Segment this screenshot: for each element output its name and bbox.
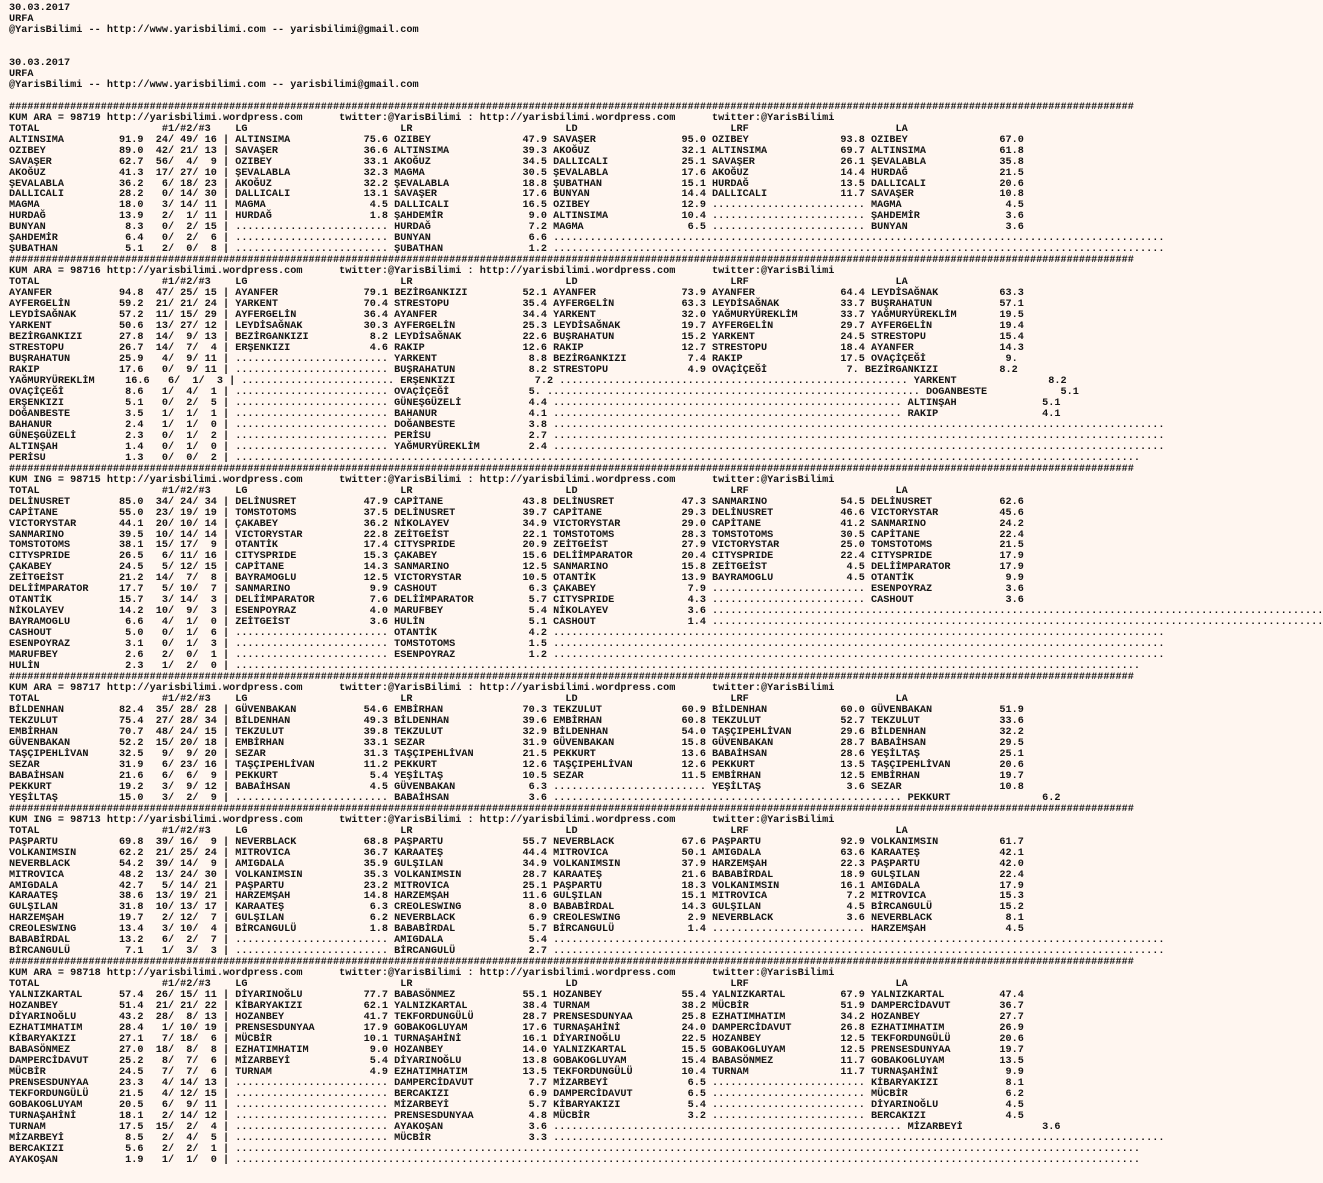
horse-row: GÜVENBAKAN 52.2 15/ 20/ 18 | EMBİRHAN 33.1 SEZAR 31.9 GÜVENBAKAN 15.8 GÜVENBAKAN 28.7 BABAİHSAN 29.5	[9, 737, 1024, 749]
horse-row: BAHANUR 2.4 1/ 1/ 0 | ......................... DOĞANBESTE 3.8 ....................................................................................................	[9, 419, 1165, 431]
horse-row: ÇAKABEY 24.5 5/ 12/ 15 | CAPİTANE 14.3 SANMARINO 12.5 SANMARINO 15.8 ZEİTGEİST 4.5 DELİİMPARATOR 17.9	[9, 562, 1024, 574]
race-header-line: KUM ARA = 98716 http://yarisbilimi.wordpress.com twitter:@YarisBilimi : http://yarisbilimi.wordpress.com twitter:@YarisBilimi	[9, 266, 835, 278]
horse-row: MARUFBEY 2.6 2/ 0/ 1 | ......................... ESENPOYRAZ 1.2 ....................................................................................................	[9, 650, 1165, 662]
horse-row: DİYARINOĞLU 43.2 28/ 8/ 13 | HOZANBEY 41.7 TEKFORDUNGÜLÜ 28.7 PRENSESDUNYAA 25.8 EZHATIMHATIM 34.2 HOZANBEY 27.7	[9, 1012, 1024, 1024]
race-header-line: KUM ING = 98713 http://yarisbilimi.wordpress.com twitter:@YarisBilimi : http://yarisbilimi.wordpress.com twitter:@YarisBilimi	[9, 814, 835, 826]
column-header-line: TOTAL #1/#2/#3 LG LR LD LRF LA	[9, 825, 908, 837]
column-header-line: TOTAL #1/#2/#3 LG LR LD LRF LA	[9, 277, 908, 289]
horse-row: ALTINSIMA 91.9 24/ 49/ 16 | ALTINSIMA 75.6 OZIBEY 47.9 SAVAŞER 95.0 OZIBEY 93.8 OZIBEY 67.0	[9, 134, 1024, 146]
horse-row: YEŞİLTAŞ 15.0 3/ 2/ 9 | ......................... BABAİHSAN 3.6 ......................................................... PEKKURT 6.2	[9, 792, 1061, 804]
separator-line: ########################################################################################################################################################################################	[9, 957, 1134, 969]
horse-row: SAVAŞER 62.7 56/ 4/ 9 | OZIBEY 33.1 AKOĞUZ 34.5 DALLICALI 25.1 SAVAŞER 26.1 ŞEVALABLA 35.8	[9, 156, 1024, 168]
horse-row: PEKKURT 19.2 3/ 9/ 12 | BABAİHSAN 4.5 GÜVENBAKAN 6.3 ......................... YEŞİLTAŞ 3.6 SEZAR 10.8	[9, 781, 1024, 793]
horse-row: DELİNUSRET 85.0 34/ 24/ 34 | DELİNUSRET 47.9 CAPİTANE 43.8 DELİNUSRET 47.3 SANMARINO 54.5 DELİNUSRET 62.6	[9, 496, 1024, 508]
separator-line: ########################################################################################################################################################################################	[9, 101, 1134, 113]
horse-row: TOMSTOTOMS 38.1 15/ 17/ 9 | OTANTİK 17.4 CITYSPRIDE 20.9 ZEİTGEİST 27.9 VICTORYSTAR 25.0 TOMSTOTOMS 21.5	[9, 540, 1024, 552]
horse-row: BUŞRAHATUN 25.9 4/ 9/ 11 | ......................... YARKENT 8.8 BEZİRGANKIZI 7.4 RAKIP 17.5 OVAÇİÇEĞİ 9.	[9, 354, 1018, 365]
horse-row: HULİN 2.3 1/ 2/ 0 | ....................................................................................................................................................	[9, 661, 1140, 673]
text-line: @YarisBilimi -- http://www.yarisbilimi.com -- yarisbilimi@gmail.com	[9, 24, 419, 36]
date-line: 30.03.2017	[9, 3, 71, 14]
horse-row: KİBARYAKIZI 27.1 7/ 18/ 6 | MÜCBİR 10.1 TURNAŞAHİNİ 16.1 DİYARINOĞLU 22.5 HOZANBEY 12.5 TEKFORDUNGÜLÜ 20.6	[9, 1034, 1024, 1046]
race-header-line: KUM ARA = 98719 http://yarisbilimi.wordpress.com twitter:@YarisBilimi : http://yarisbilimi.wordpress.com twitter:@YarisBilimi	[9, 112, 835, 124]
horse-row: ALTINŞAH 1.4 0/ 1/ 0 | ......................... YAĞMURYÜREKLİM 2.4 ....................................................................................................	[9, 441, 1165, 453]
horse-row: BABABİRDAL 13.2 6/ 2/ 7 | ......................... AMIGDALA 5.4 ....................................................................................................	[9, 935, 1165, 947]
separator-line: ########################################################################################################################################################################################	[9, 672, 1134, 684]
horse-row: BİRCANGULÜ 7.1 1/ 3/ 3 | ......................... BİRCANGULÜ 2.7 ....................................................................................................	[9, 946, 1165, 958]
race-header-line: KUM ARA = 98717 http://yarisbilimi.wordpress.com twitter:@YarisBilimi : http://yarisbilimi.wordpress.com twitter:@YarisBilimi	[9, 683, 835, 695]
horse-row: SANMARINO 39.5 10/ 14/ 14 | VICTORYSTAR 22.8 ZEİTGEİST 22.1 TOMSTOTOMS 28.3 TOMSTOTOMS 30.5 CAPİTANE 22.4	[9, 529, 1024, 541]
horse-row: AMIGDALA 42.7 5/ 14/ 21 | PAŞPARTU 23.2 MITROVICA 25.1 PAŞPARTU 18.3 VOLKANIMSIN 16.1 AMIGDALA 17.9	[9, 880, 1024, 892]
horse-row: HARZEMŞAH 19.7 2/ 12/ 7 | GULŞILAN 6.2 NEVERBLACK 6.9 CREOLESWING 2.9 NEVERBLACK 3.6 NEVERBLACK 8.1	[9, 913, 1024, 925]
horse-row: HURDAĞ 13.9 2/ 1/ 11 | HURDAĞ 1.8 ŞAHDEMİR 9.0 ALTINSIMA 10.4 ......................... ŞAHDEMİR 3.6	[9, 211, 1024, 223]
horse-row: OZIBEY 89.0 42/ 21/ 13 | SAVAŞER 36.6 ALTINSIMA 39.3 AKOĞUZ 32.1 ALTINSIMA 69.7 ALTINSIMA 61.8	[9, 145, 1024, 157]
column-header-line: TOTAL #1/#2/#3 LG LR LD LRF LA	[9, 485, 908, 497]
horse-row: VOLKANIMSIN 62.2 21/ 25/ 24 | MITROVICA 36.7 KARAATEŞ 44.4 MITROVICA 50.1 AMIGDALA 63.6 KARAATEŞ 42.1	[9, 847, 1024, 859]
horse-row: PERİSU 1.3 0/ 0/ 2 | ....................................................................................................................................................	[9, 452, 1140, 464]
horse-row: TURNAM 17.5 15/ 2/ 4 | ......................... AYAKOŞAN 3.6 ......................................................... MİZARBEYİ 3.6	[9, 1121, 1061, 1133]
horse-row: BEZİRGANKIZI 27.8 14/ 9/ 13 | BEZİRGANKIZI 8.2 LEYDİSAĞNAK 22.6 BUŞRAHATUN 15.2 YARKENT 24.5 STRESTOPU 15.4	[9, 332, 1024, 344]
horse-row: BAYRAMOGLU 6.6 4/ 1/ 0 | ZEİTGEİST 3.6 HULİN 5.1 CASHOUT 1.4 ....................................................................................................	[9, 617, 1323, 629]
horse-row: BUNYAN 8.3 0/ 2/ 15 | ......................... HURDAĞ 7.2 MAGMA 6.5 ......................... BUNYAN 3.6	[9, 222, 1024, 234]
horse-row: TURNAŞAHİNİ 18.1 2/ 14/ 12 | ......................... PRENSESDUNYAA 4.8 MÜCBİR 3.2 ......................... BERCAKIZI 4.5	[9, 1110, 1024, 1122]
horse-row: OTANTİK 15.7 3/ 14/ 3 | DELİİMPARATOR 7.6 DELİİMPARATOR 5.7 CITYSPRIDE 4.3 ......................... CASHOUT 3.6	[9, 595, 1024, 607]
horse-row: TEKFORDUNGÜLÜ 21.5 4/ 12/ 15 | ......................... BERCAKIZI 6.9 DAMPERCİDAVUT 6.5 ......................... MÜCBİR 6.2	[9, 1088, 1024, 1100]
horse-row: YARKENT 50.6 13/ 27/ 12 | LEYDİSAĞNAK 30.3 AYFERGELİN 25.3 LEYDİSAĞNAK 19.7 AYFERGELİN 29.7 AYFERGELİN 19.4	[9, 321, 1024, 333]
text-line	[9, 37, 1323, 48]
horse-row: KARAATEŞ 38.6 13/ 19/ 21 | HARZEMŞAH 14.8 HARZEMŞAH 11.6 GULŞILAN 15.1 MITROVICA 7.2 MITROVICA 15.3	[9, 891, 1024, 903]
text-line	[9, 48, 1323, 59]
horse-row: AYFERGELİN 59.2 21/ 21/ 24 | YARKENT 70.4 STRESTOPU 35.4 AYFERGELİN 63.3 LEYDİSAĞNAK 33.7 BUŞRAHATUN 57.1	[9, 299, 1024, 311]
column-header-line: TOTAL #1/#2/#3 LG LR LD LRF LA	[9, 979, 908, 991]
horse-row: BABAİHSAN 21.6 6/ 6/ 9 | PEKKURT 5.4 YEŞİLTAŞ 10.5 SEZAR 11.5 EMBİRHAN 12.5 EMBİRHAN 19.7	[9, 770, 1024, 782]
separator-line: ########################################################################################################################################################################################	[9, 803, 1134, 815]
date-line: 30.03.2017	[9, 57, 71, 69]
horse-row: BİLDENHAN 82.4 35/ 28/ 28 | GÜVENBAKAN 54.6 EMBİRHAN 70.3 TEKZULUT 60.9 BİLDENHAN 60.0 GÜVENBAKAN 51.9	[9, 705, 1024, 716]
horse-row: GÜNEŞGÜZELİ 2.3 0/ 1/ 2 | ......................... PERİSU 2.7 ....................................................................................................	[9, 430, 1165, 442]
horse-row: DALLICALI 28.2 0/ 14/ 30 | DALLICALI 13.1 SAVAŞER 17.6 BUNYAN 14.4 DALLICALI 11.7 SAVAŞER 10.8	[9, 189, 1024, 201]
horse-row: NEVERBLACK 54.2 39/ 14/ 9 | AMIGDALA 35.9 GULŞILAN 34.9 VOLKANIMSIN 37.9 HARZEMŞAH 22.3 PAŞPARTU 42.0	[9, 858, 1024, 870]
horse-row: SEZAR 31.9 6/ 23/ 16 | TAŞÇIPEHLİVAN 11.2 PEKKURT 12.6 TAŞÇIPEHLİVAN 12.6 PEKKURT 13.5 TAŞÇIPEHLİVAN 20.6	[9, 759, 1024, 771]
text-line: @YarisBilimi -- http://www.yarisbilimi.com -- yarisbilimi@gmail.com	[9, 79, 419, 91]
horse-row: OVAÇİÇEĞİ 8.6 1/ 4/ 1 | ......................... OVAÇİÇEĞİ 5. ............................................................. DOGANBESTE 5.1	[9, 386, 1079, 398]
horse-row: STRESTOPU 26.7 14/ 7/ 4 | ERŞENKIZI 4.6 RAKIP 12.6 RAKIP 12.7 STRESTOPU 18.4 AYANFER 14.3	[9, 343, 1024, 355]
horse-row: CITYSPRIDE 26.5 6/ 11/ 16 | CITYSPRIDE 15.3 ÇAKABEY 15.6 DELİİMPARATOR 20.4 CITYSPRIDE 22.4 CITYSPRIDE 17.9	[9, 551, 1024, 563]
text-line: URFA	[9, 13, 34, 25]
horse-row: MİZARBEYİ 8.5 2/ 4/ 5 | ......................... MÜCBİR 3.3 ....................................................................................................	[9, 1132, 1165, 1144]
horse-row: DOĞANBESTE 3.5 1/ 1/ 1 | ......................... BAHANUR 4.1 ......................................................... RAKIP 4.1	[9, 408, 1061, 420]
separator-line: ########################################################################################################################################################################################	[9, 463, 1134, 475]
horse-row: YALNIZKARTAL 57.4 26/ 15/ 11 | DİYARINOĞLU 77.7 BABASÖNMEZ 55.1 HOZANBEY 55.4 YALNIZKARTAL 67.9 YALNIZKARTAL 47.4	[9, 990, 1024, 1002]
horse-row: ŞAHDEMİR 6.4 0/ 2/ 6 | ......................... BUNYAN 6.6 ....................................................................................................	[9, 233, 1165, 245]
horse-row: MAGMA 18.0 3/ 14/ 11 | MAGMA 4.5 DALLICALI 16.5 OZIBEY 12.9 ......................... MAGMA 4.5	[9, 200, 1024, 212]
horse-row: LEYDİSAĞNAK 57.2 11/ 15/ 29 | AYFERGELİN 36.4 AYANFER 34.4 YARKENT 32.0 YAĞMURYÜREKLİM 33.7 YAĞMURYÜREKLİM 19.5	[9, 310, 1024, 322]
horse-row: RAKIP 17.6 0/ 9/ 11 | ......................... BUŞRAHATUN 8.2 STRESTOPU 4.9 OVAÇİÇEĞİ 7. BEZİRGANKIZI 8.2	[9, 364, 1018, 376]
horse-row: CREOLESWING 13.4 3/ 10/ 4 | BİRCANGULÜ 1.8 BABABİRDAL 5.7 BİRCANGULÜ 1.4 ......................... HARZEMŞAH 4.5	[9, 924, 1024, 936]
horse-row: HOZANBEY 51.4 21/ 21/ 22 | KİBARYAKIZI 62.1 YALNIZKARTAL 38.4 TURNAM 38.2 MÜCBİR 51.9 DAMPERCİDAVUT 36.7	[9, 1001, 1024, 1013]
race-header-line: KUM ING = 98715 http://yarisbilimi.wordpress.com twitter:@YarisBilimi : http://yarisbilimi.wordpress.com twitter:@YarisBilimi	[9, 474, 835, 486]
race-header-line: KUM ARA = 98718 http://yarisbilimi.wordpress.com twitter:@YarisBilimi : http://yarisbilimi.wordpress.com twitter:@YarisBilimi	[9, 968, 835, 980]
horse-row: EZHATIMHATIM 28.4 1/ 10/ 19 | PRENSESDUNYAA 17.9 GOBAKOGLUYAM 17.6 TURNAŞAHİNİ 24.0 DAMPERCİDAVUT 26.8 EZHATIMHATIM 26.9	[9, 1023, 1024, 1035]
horse-row: DAMPERCİDAVUT 25.2 8/ 7/ 6 | MİZARBEYİ 5.4 DİYARINOĞLU 13.8 GOBAKOGLUYAM 15.4 BABASÖNMEZ 11.7 GOBAKOGLUYAM 13.5	[9, 1056, 1024, 1067]
horse-row: ERŞENKIZI 5.1 0/ 2/ 5 | ......................... GÜNEŞGÜZELİ 4.4 ......................................................... ALTINŞAH 5.1	[9, 397, 1061, 409]
horse-row: PRENSESDUNYAA 23.3 4/ 14/ 13 | ......................... DAMPERCİDAVUT 7.7 MİZARBEYİ 6.5 ......................... KİBARYAKIZI 8.1	[9, 1077, 1024, 1089]
horse-row: PAŞPARTU 69.8 39/ 16/ 9 | NEVERBLACK 68.8 PAŞPARTU 55.7 NEVERBLACK 67.6 PAŞPARTU 92.9 VOLKANIMSIN 61.7	[9, 836, 1024, 848]
horse-row: MÜCBİR 24.5 7/ 7/ 6 | TURNAM 4.9 EZHATIMHATIM 13.5 TEKFORDUNGÜLÜ 10.4 TURNAM 11.7 TURNAŞAHİNİ 9.9	[9, 1066, 1024, 1078]
horse-row: CASHOUT 5.0 0/ 1/ 6 | ......................... OTANTİK 4.2 ....................................................................................................	[9, 628, 1165, 640]
race-results-document	[9, 4, 1323, 1167]
separator-line: ########################################################################################################################################################################################	[9, 255, 1134, 267]
horse-row: BABASÖNMEZ 27.0 18/ 8/ 8 | EZHATIMHATIM 9.0 HOZANBEY 14.0 YALNIZKARTAL 15.5 GOBAKOGLUYAM 12.5 PRENSESDUNYAA 19.7	[9, 1045, 1024, 1057]
column-header-line: TOTAL #1/#2/#3 LG LR LD LRF LA	[9, 123, 908, 135]
horse-row: VICTORYSTAR 44.1 20/ 10/ 14 | ÇAKABEY 36.2 NİKOLAYEV 34.9 VICTORYSTAR 29.0 CAPİTANE 41.2 SANMARINO 24.2	[9, 518, 1024, 530]
horse-row: DELİİMPARATOR 17.7 5/ 10/ 7 | SANMARINO 9.9 CASHOUT 6.3 ÇAKABEY 7.9 ......................... ESENPOYRAZ 3.6	[9, 584, 1024, 596]
horse-row: AYANFER 94.8 47/ 25/ 15 | AYANFER 79.1 BEZİRGANKIZI 52.1 AYANFER 73.9 AYANFER 64.4 LEYDİSAĞNAK 63.3	[9, 288, 1024, 300]
horse-row: GOBAKOGLUYAM 20.5 6/ 9/ 11 | ......................... MİZARBEYİ 5.7 KİBARYAKIZI 5.4 ......................... DİYARINOĞLU 4.5	[9, 1099, 1024, 1111]
horse-row: ŞEVALABLA 36.2 6/ 18/ 23 | AKOĞUZ 32.2 ŞEVALABLA 18.8 ŞUBATHAN 15.1 HURDAĞ 13.5 DALLICALI 20.6	[9, 178, 1024, 190]
horse-row: GULŞILAN 31.8 10/ 13/ 17 | KARAATEŞ 6.3 CREOLESWING 8.0 BABABİRDAL 14.3 GULŞILAN 4.5 BİRCANGULÜ 15.2	[9, 902, 1024, 914]
horse-row: AYAKOŞAN 1.9 1/ 1/ 0 | ....................................................................................................................................................	[9, 1154, 1140, 1166]
horse-row: AKOĞUZ 41.3 17/ 27/ 10 | ŞEVALABLA 32.3 MAGMA 30.5 ŞEVALABLA 17.6 AKOĞUZ 14.4 HURDAĞ 21.5	[9, 167, 1024, 179]
horse-row: YAĞMURYÜREKLİM 16.6 6/ 1/ 3 | ......................... ERŞENKIZI 7.2 ......................................................... YARKENT 8.2	[9, 375, 1067, 387]
horse-row: EMBİRHAN 70.7 48/ 24/ 15 | TEKZULUT 39.8 TEKZULUT 32.9 BİLDENHAN 54.0 TAŞÇIPEHLİVAN 29.6 BİLDENHAN 32.2	[9, 726, 1024, 738]
text-line: URFA	[9, 68, 34, 80]
horse-row: MITROVICA 48.2 13/ 24/ 30 | VOLKANIMSIN 35.3 VOLKANIMSIN 28.7 KARAATEŞ 21.6 BABABİRDAL 18.9 GULŞILAN 22.4	[9, 869, 1024, 881]
horse-row: TEKZULUT 75.4 27/ 28/ 34 | BİLDENHAN 49.3 BİLDENHAN 39.6 EMBİRHAN 60.8 TEKZULUT 52.7 TEKZULUT 33.6	[9, 715, 1024, 727]
horse-row: NİKOLAYEV 14.2 10/ 9/ 3 | ESENPOYRAZ 4.0 MARUFBEY 5.4 NİKOLAYEV 3.6 ....................................................................................................	[9, 606, 1323, 618]
horse-row: TAŞÇIPEHLİVAN 32.5 9/ 9/ 20 | SEZAR 31.3 TAŞÇIPEHLİVAN 21.5 PEKKURT 13.6 BABAİHSAN 28.6 YEŞİLTAŞ 25.1	[9, 748, 1024, 760]
horse-row: ŞUBATHAN 5.1 2/ 0/ 8 | ......................... ŞUBATHAN 1.2 ....................................................................................................	[9, 244, 1165, 256]
horse-row: ESENPOYRAZ 3.1 0/ 1/ 3 | ......................... TOMSTOTOMS 1.5 ....................................................................................................	[9, 639, 1165, 651]
column-header-line: TOTAL #1/#2/#3 LG LR LD LRF LA	[9, 694, 908, 706]
horse-row: CAPİTANE 55.0 23/ 19/ 19 | TOMSTOTOMS 37.5 DELİNUSRET 39.7 CAPİTANE 29.3 DELİNUSRET 46.6 VICTORYSTAR 45.6	[9, 507, 1024, 519]
horse-row: ZEİTGEİST 21.2 14/ 7/ 8 | BAYRAMOGLU 12.5 VICTORYSTAR 10.5 OTANTİK 13.9 BAYRAMOGLU 4.5 OTANTİK 9.9	[9, 573, 1024, 585]
horse-row: BERCAKIZI 5.6 2/ 2/ 1 | ....................................................................................................................................................	[9, 1143, 1140, 1155]
